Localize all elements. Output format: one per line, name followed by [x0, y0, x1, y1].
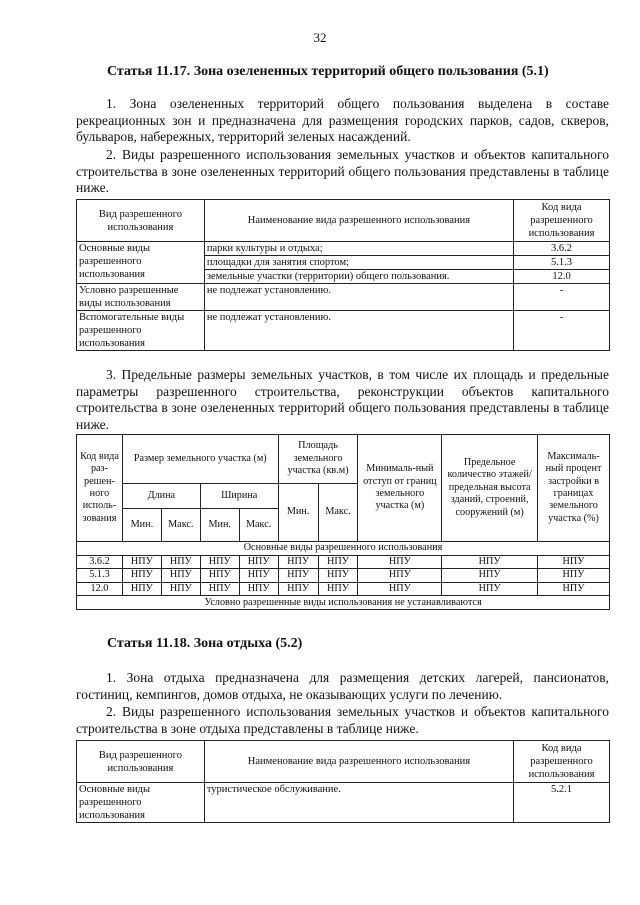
header-length: Длина: [122, 484, 200, 509]
header-size: Размер земельного участка (м): [122, 435, 278, 484]
table-header-row: [77, 741, 610, 783]
paragraph-1: 1. Зона озелененных территорий общего пользования выделена в составе рекреационных зон и предназначена для размещения городских парков, садов, скверов, бульваров, набережных, территорий зеленых насаждений.: [76, 96, 609, 145]
header-use-code: Код вида разрешенного использования: [514, 741, 610, 783]
use-code: -: [514, 311, 610, 351]
param-value: НПУ: [318, 569, 358, 582]
param-value: НПУ: [239, 582, 278, 595]
header-length-min: Мин.: [122, 509, 161, 542]
header-width: Ширина: [200, 484, 278, 509]
paragraph-3: 3. Предельные размеры земельных участков, в том числе их площадь и предельные параметры разрешенного строительства, реконструкции объектов капитального строительства в зоне озелененных территорий общего пользования представлены в таблице ниже.: [76, 367, 609, 432]
row-label-conditional: Условно разрешенные виды использования: [77, 284, 205, 311]
param-value: НПУ: [318, 556, 358, 569]
use-code: 12.0: [514, 270, 610, 284]
main-uses-caption: Основные виды разрешенного использования: [77, 542, 610, 556]
use-name: не подлежат установлению.: [204, 284, 513, 311]
header-width-min: Мин.: [200, 509, 239, 542]
header-floors: Предельное количество этажей/ предельная высота зданий, строений, сооружений (м): [442, 435, 538, 542]
header-area-min: Мин.: [278, 484, 318, 542]
param-code: 12.0: [77, 582, 123, 595]
header-area: Площадь земельного участка (кв.м): [278, 435, 358, 484]
use-code: 5.1.3: [514, 256, 610, 270]
param-value: НПУ: [161, 556, 200, 569]
header-use-name: Наименование вида разрешенного использования: [204, 741, 513, 783]
table-row: [77, 242, 610, 256]
row-label-main: Основные виды разрешенного использования: [77, 783, 205, 823]
param-value: НПУ: [442, 556, 538, 569]
conditional-uses-caption: Условно разрешенные виды использования не устанавливаются: [77, 596, 610, 610]
param-value: НПУ: [442, 582, 538, 595]
use-name: площадки для занятия спортом;: [204, 256, 513, 270]
param-value: НПУ: [538, 582, 610, 595]
param-value: НПУ: [122, 556, 161, 569]
header-percent: Максималь-ный процент застройки в границах земельного участка (%): [538, 435, 610, 542]
table-header-row: [77, 200, 610, 242]
paragraph-zone-rest-2: 2. Виды разрешенного использования земельных участков и объектов капитального строительства в зоне отдыха представлены в таблице ниже.: [76, 704, 609, 736]
param-value: НПУ: [200, 556, 239, 569]
paragraph-2: 2. Виды разрешенного использования земельных участков и объектов капитального строительства в зоне озелененных территорий общего пользования представлены в таблице ниже.: [76, 147, 609, 196]
paragraph-zone-rest-1: 1. Зона отдыха предназначена для размещения детских лагерей, пансионатов, гостиниц, кемпингов, домов отдыха, не оказывающих услуги по лечению.: [76, 670, 609, 702]
header-use-name: Наименование вида разрешенного использования: [204, 200, 513, 242]
use-name: земельные участки (территории) общего пользования.: [204, 270, 513, 284]
param-value: НПУ: [200, 582, 239, 595]
param-value: НПУ: [538, 556, 610, 569]
header-use-type: Вид разрешенного использования: [77, 741, 205, 783]
permitted-use-table-5-1: [76, 199, 610, 351]
use-name: парки культуры и отдыха;: [204, 242, 513, 256]
parameters-table-5-1: [76, 434, 610, 610]
param-code: 5.1.3: [77, 569, 123, 582]
param-value: НПУ: [278, 582, 318, 595]
use-name: туристическое обслуживание.: [204, 783, 513, 823]
use-code: 3.6.2: [514, 242, 610, 256]
param-value: НПУ: [200, 569, 239, 582]
param-value: НПУ: [358, 582, 442, 595]
table-row: [77, 311, 610, 351]
header-use-code: Код вида разрешенного использования: [514, 200, 610, 242]
permitted-use-table-5-2: [76, 740, 610, 823]
param-value: НПУ: [278, 556, 318, 569]
use-name: не подлежат установлению.: [204, 311, 513, 351]
param-value: НПУ: [318, 582, 358, 595]
param-code: 3.6.2: [77, 556, 123, 569]
header-area-max: Макс.: [318, 484, 358, 542]
table-row: [77, 582, 610, 595]
param-value: НПУ: [122, 569, 161, 582]
table-row: [77, 556, 610, 569]
param-value: НПУ: [122, 582, 161, 595]
page-number: 32: [313, 30, 327, 45]
param-value: НПУ: [358, 569, 442, 582]
param-value: НПУ: [161, 569, 200, 582]
param-value: НПУ: [239, 569, 278, 582]
param-value: НПУ: [161, 582, 200, 595]
param-value: НПУ: [358, 556, 442, 569]
article-title-11-17: Статья 11.17. Зона озелененных территорий общего пользования (5.1): [107, 64, 549, 79]
param-value: НПУ: [278, 569, 318, 582]
table-row: [77, 569, 610, 582]
header-width-max: Макс.: [239, 509, 278, 542]
use-code: -: [514, 284, 610, 311]
article-title-11-18: Статья 11.18. Зона отдыха (5.2): [107, 636, 303, 651]
param-value: НПУ: [442, 569, 538, 582]
row-label-main: Основные виды разрешенного использования: [77, 242, 205, 284]
header-indent: Минималь-ный отступ от границ земельного участка (м): [358, 435, 442, 542]
table-row: [77, 783, 610, 823]
use-code: 5.2.1: [514, 783, 610, 823]
header-use-type: Вид разрешенного использования: [77, 200, 205, 242]
table-row: [77, 284, 610, 311]
header-length-max: Макс.: [161, 509, 200, 542]
param-value: НПУ: [538, 569, 610, 582]
row-label-auxiliary: Вспомогательные виды разрешенного использования: [77, 311, 205, 351]
param-value: НПУ: [239, 556, 278, 569]
header-code: Код вида раз-решен-ного исполь-зования: [77, 435, 123, 542]
